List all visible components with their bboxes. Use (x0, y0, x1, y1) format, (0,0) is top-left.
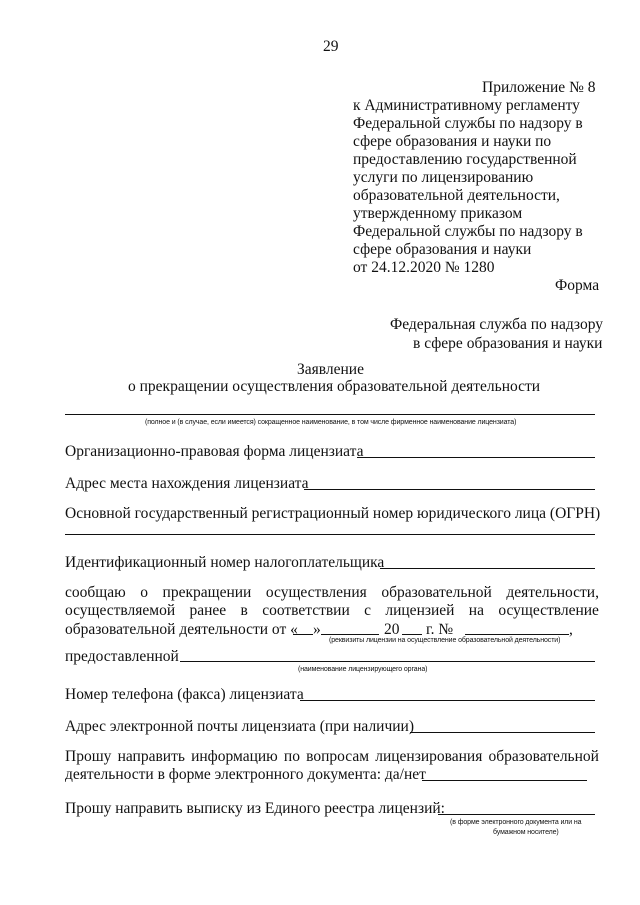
notice-word: лицензией (385, 602, 455, 619)
appendix-line: сфере образования и науки по (353, 133, 552, 150)
appendix-line: утвержденному приказом (353, 205, 523, 222)
notice-word: осуществление (498, 602, 599, 619)
email-field[interactable] (410, 732, 595, 733)
phone-label: Номер телефона (факса) лицензиата (65, 686, 304, 703)
licensing-authority-field[interactable] (180, 661, 595, 662)
notice-word: осуществляемой (65, 602, 176, 619)
license-year-field[interactable] (402, 634, 422, 635)
notice-line2 (65, 602, 599, 620)
addressee-line2: в сфере образования и науки (413, 335, 603, 352)
addressee-line1: Федеральная служба по надзору (390, 316, 603, 333)
notice-word: с (364, 602, 372, 619)
licensee-name-hint: (полное и (в случае, если имеется) сокращенное наименование, в том числе фирменное наименование лицензиата) (145, 419, 517, 426)
document-heading: Заявление (297, 361, 364, 378)
notice-word: деятельности, (506, 584, 599, 601)
request-info-line2: деятельности в форме электронного документа: да/нет (65, 766, 426, 783)
provided-label: предоставленной (65, 648, 179, 665)
appendix-line: к Административному регламенту (353, 97, 580, 114)
request-word: по (283, 748, 300, 765)
phone-field[interactable] (300, 700, 595, 701)
license-line-comma: , (569, 621, 573, 638)
request-info-line1 (65, 748, 599, 766)
notice-word: ранее (189, 602, 227, 619)
notice-word: сообщаю (65, 584, 126, 601)
request-word: лицензирования (375, 748, 483, 765)
request-word: информацию (191, 748, 278, 765)
appendix-line: от 24.12.2020 № 1280 (353, 259, 495, 276)
licensee-name-line[interactable] (65, 414, 595, 415)
license-date-prefix: образовательной деятельности от « (65, 621, 298, 638)
appendix-line: образовательной деятельности, (353, 187, 560, 204)
extract-format-hint-2: бумажном носителе) (493, 829, 559, 836)
notice-word: о (140, 584, 148, 601)
extract-format-hint-1: (в форме электронного документа или на (450, 819, 582, 826)
request-extract-label: Прошу направить выписку из Единого реестра лицензий: (65, 800, 445, 817)
page-number: 29 (323, 38, 339, 55)
licensing-authority-hint: (наименование лицензирующего органа) (298, 666, 428, 673)
license-day-field[interactable] (293, 634, 313, 635)
notice-word: в (240, 602, 248, 619)
appendix-title: Приложение № 8 (482, 79, 596, 96)
notice-line1 (65, 584, 599, 602)
ogrn-field[interactable] (65, 534, 595, 535)
org-form-label: Организационно-правовая форма лицензиата (65, 443, 364, 460)
inn-field[interactable] (380, 568, 595, 569)
appendix-line: услуги по лицензированию (353, 169, 534, 186)
request-word: направить (117, 748, 185, 765)
address-label: Адрес места нахождения лицензиата (65, 475, 309, 492)
request-word: образовательной (488, 748, 599, 765)
license-number-field[interactable] (465, 634, 569, 635)
license-date-close-quote: » (313, 621, 321, 638)
request-word: вопросам (306, 748, 370, 765)
notice-word: соответствии (262, 602, 350, 619)
request-word: Прошу (65, 748, 112, 765)
appendix-line: Федеральной службы по надзору в (353, 223, 583, 240)
license-year-prefix: 20 (384, 621, 400, 638)
notice-word: образовательной (381, 584, 492, 601)
document-subheading: о прекращении осуществления образовательной деятельности (128, 378, 541, 395)
org-form-field[interactable] (357, 457, 595, 458)
extract-format-field[interactable] (438, 814, 595, 815)
license-month-field[interactable] (321, 634, 379, 635)
appendix-line: Федеральной службы по надзору в (353, 115, 583, 132)
appendix-line: сфере образования и науки (353, 241, 532, 258)
license-details-hint: (реквизиты лицензии на осуществление образовательной деятельности) (329, 637, 561, 644)
notice-word: на (468, 602, 484, 619)
email-label: Адрес электронной почты лицензиата (при наличии) (65, 718, 415, 735)
ogrn-label: Основной государственный регистрационный номер юридического лица (ОГРН) (65, 505, 601, 522)
form-label: Форма (555, 277, 600, 294)
notice-word: осуществления (265, 584, 367, 601)
electronic-doc-choice-field[interactable] (422, 780, 587, 781)
inn-label: Идентификационный номер налогоплательщика (65, 554, 385, 571)
license-number-label: г. № (426, 621, 454, 638)
appendix-line: предоставлению государственной (353, 151, 577, 168)
address-field[interactable] (304, 489, 595, 490)
notice-word: прекращении (162, 584, 252, 601)
